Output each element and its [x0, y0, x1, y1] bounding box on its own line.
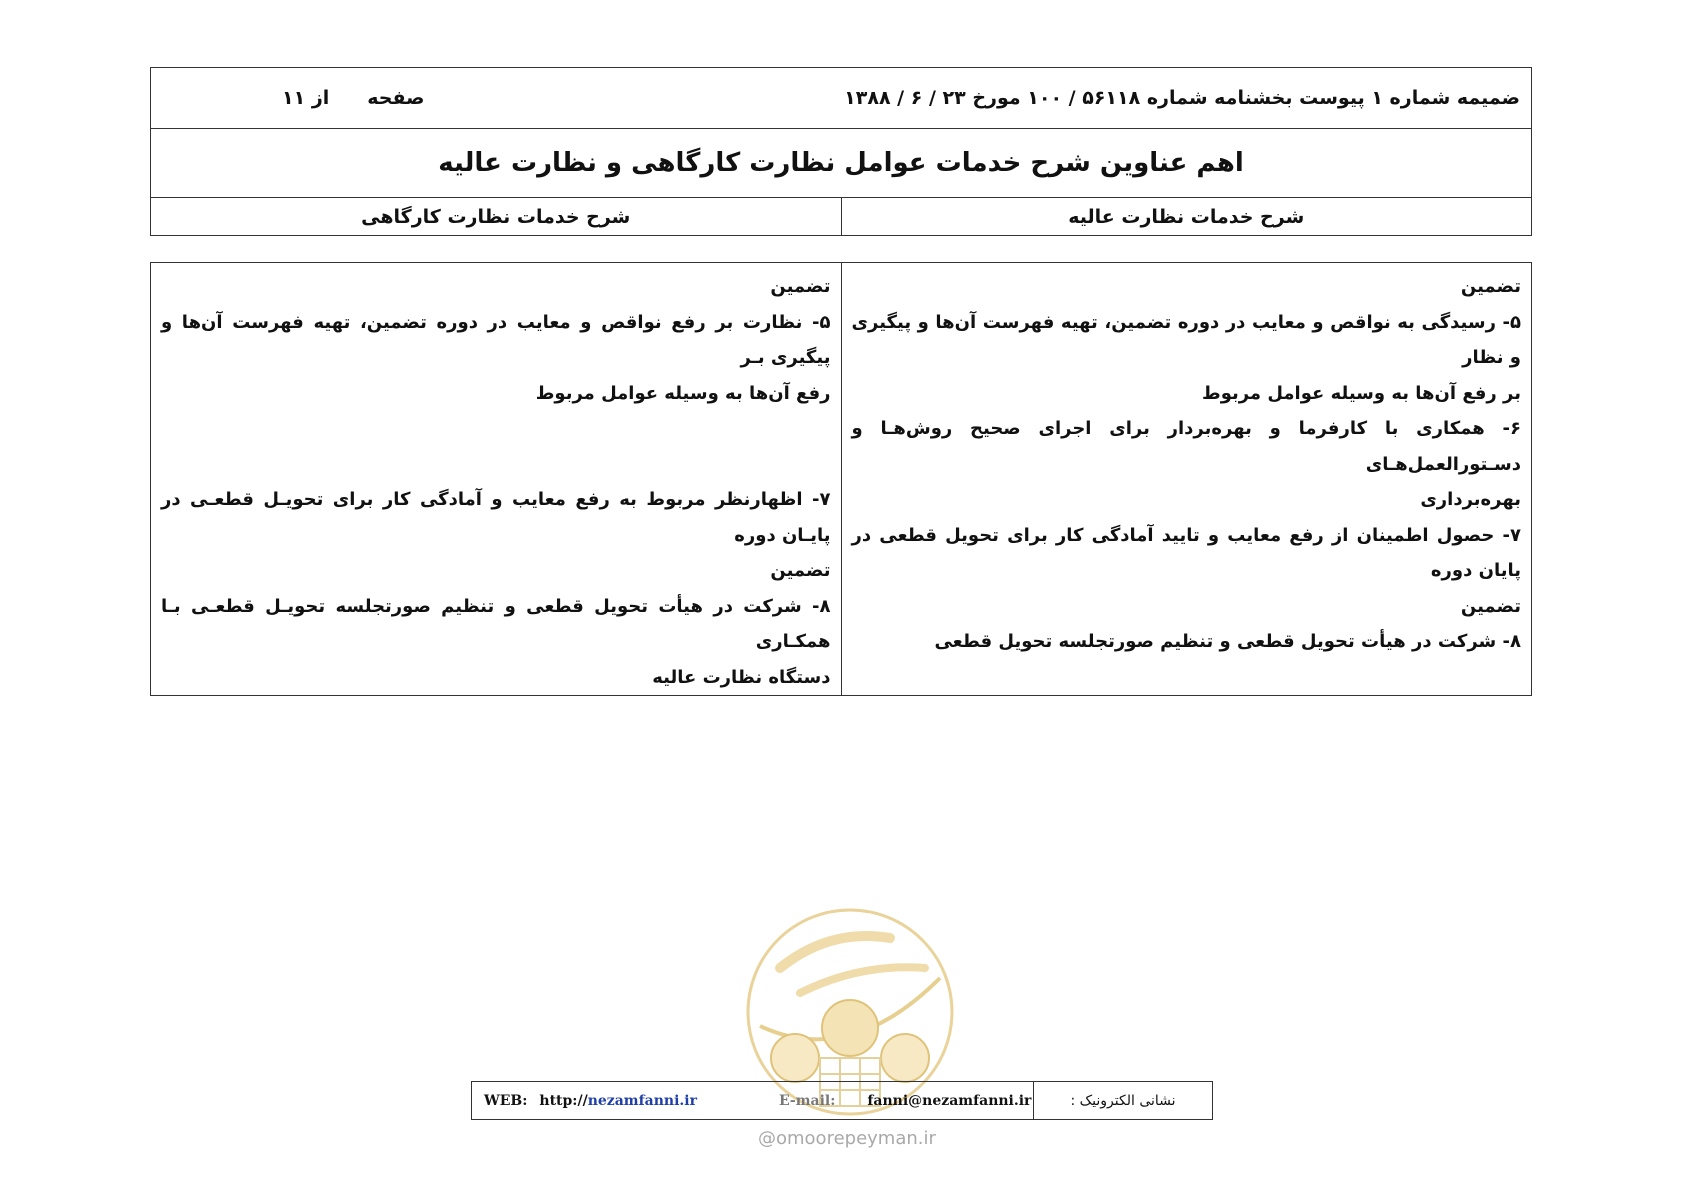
header-table: [150, 67, 1532, 236]
text-line: بر رفع آن‌ها به وسیله عوامل مربوط: [1202, 382, 1521, 404]
page-of: از ۱۱: [282, 87, 330, 109]
text-line: ۶- همکاری با کارفرما و بهره‌بردار برای اجرای صحیح روش‌هـا و دسـتورالعمل‌هـای: [851, 418, 1521, 475]
header-cell: [151, 68, 1532, 129]
page-info: [282, 87, 425, 109]
text-line: تضمین: [1460, 595, 1521, 617]
text-line: ۵- نظارت بر رفع نواقص و معایب در دوره تضمین، تهیه فهرست آن‌ها و پیگیری بـر: [161, 311, 831, 368]
text-line: رفع آن‌ها به وسیله عوامل مربوط: [535, 382, 831, 404]
blank-line: [161, 411, 831, 447]
text-line: ۷- اظهارنظر مربوط به رفع معایب و آمادگی کار برای تحویـل قطعـی در پایـان دوره: [161, 489, 831, 546]
web-label: WEB:: [484, 1092, 528, 1109]
document-sheet: [150, 67, 1532, 696]
services-table: [150, 262, 1532, 696]
footer-contact-box: [471, 1081, 1213, 1120]
text-line: ۷- حصول اطمینان از رفع معایب و تایید آمادگی کار برای تحویل قطعی در پایان دوره: [851, 524, 1521, 581]
circular-reference: ضمیمه شماره ۱ پیوست بخشنامه شماره ۵۶۱۱۸ / ۱۰۰ مورخ ۲۳ / ۶ / ۱۳۸۸: [844, 87, 1520, 109]
web-link[interactable]: [539, 1093, 697, 1109]
text-line: دستگاه نظارت عالیه: [652, 666, 831, 688]
web-domain: nezamfanni.ir: [587, 1092, 697, 1109]
column-header-high-supervision: شرح خدمات نظارت عالیه: [841, 198, 1532, 236]
page-label: صفحه: [367, 87, 425, 109]
email-label: E-mail:: [778, 1092, 836, 1109]
blank-line: [161, 447, 831, 483]
electronic-address-label: نشانی الکترونیک :: [1033, 1082, 1212, 1119]
text-line: بهره‌برداری: [1420, 489, 1521, 510]
text-line: تضمین: [1460, 276, 1521, 297]
footer-web-email: [472, 1082, 1033, 1119]
site-watermark: @omoorepeyman.ir: [758, 1128, 936, 1149]
column-header-site-supervision: شرح خدمات نظارت کارگاهی: [151, 198, 842, 236]
email-link[interactable]: fanni@nezamfanni.ir: [867, 1092, 1032, 1109]
text-line: تضمین: [770, 276, 831, 297]
site-supervision-cell: [151, 263, 842, 696]
text-line: تضمین: [770, 560, 831, 581]
text-line: ۸- شرکت در هیأت تحویل قطعی و تنظیم صورتجلسه تحویل قطعی: [934, 631, 1521, 652]
web-prefix: http://: [539, 1092, 588, 1109]
text-line: ۵- رسیدگی به نواقص و معایب در دوره تضمین، تهیه فهرست آن‌ها و پیگیری و نظار: [851, 311, 1521, 368]
document-title: اهم عناوین شرح خدمات عوامل نظارت کارگاهی و نظارت عالیه: [151, 129, 1532, 198]
text-line: ۸- شرکت در هیأت تحویل قطعی و تنظیم صورتجلسه تحویـل قطعـی بـا همکـاری: [161, 595, 831, 652]
high-supervision-cell: [841, 263, 1532, 696]
